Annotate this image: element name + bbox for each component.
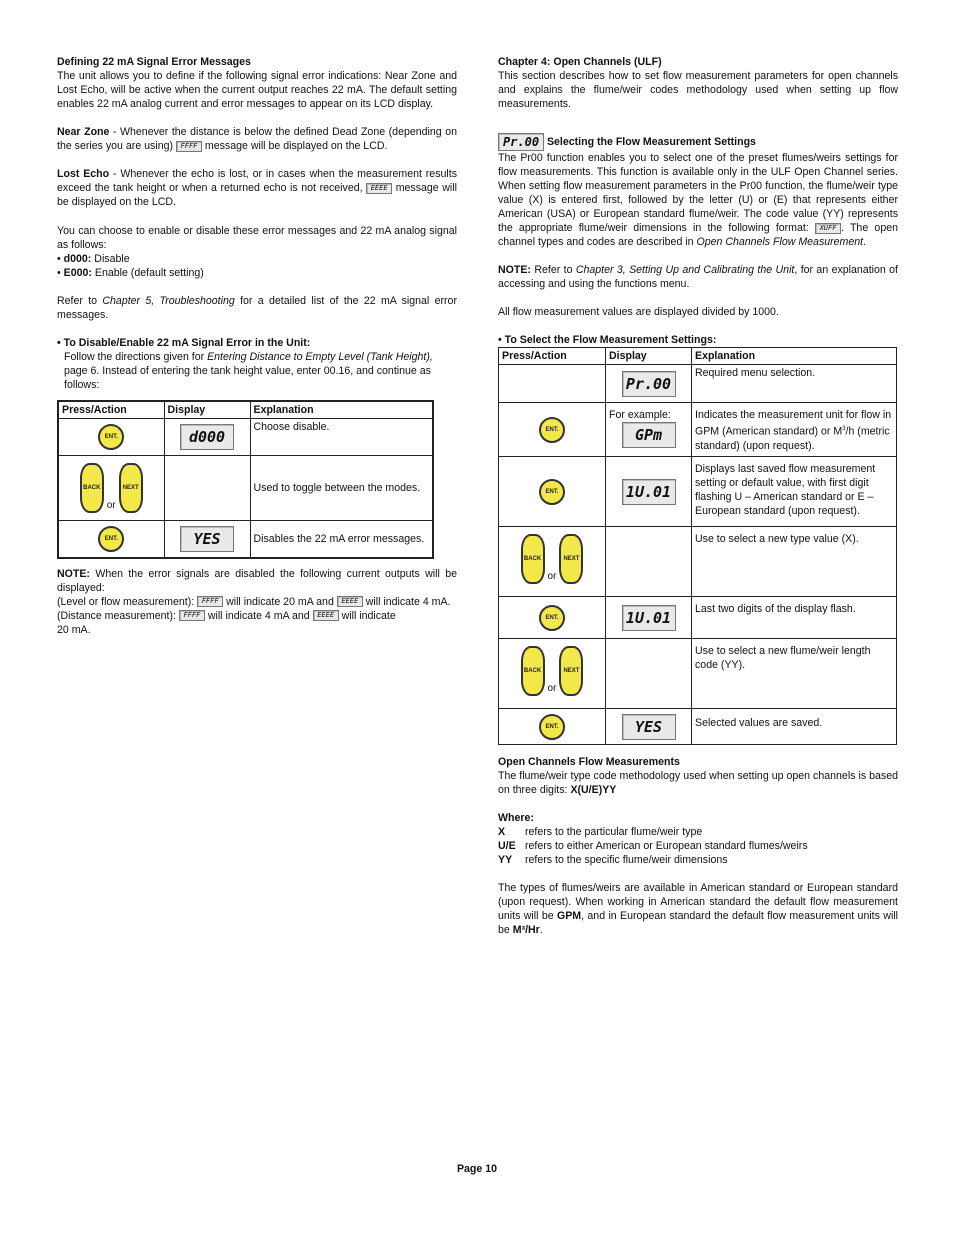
explanation-cell: Choose disable. — [250, 419, 433, 456]
next-button[interactable]: NEXT — [559, 534, 583, 584]
note-line-level: (Level or flow measurement): FFFF will indicate 20 mA and EEEE will indicate 4 mA. — [57, 595, 451, 608]
ocfm-body: The flume/weir type code methodology used when setting up open channels is based on three digits: X(U/E)YY — [498, 770, 898, 796]
option-disable: • d000: Disable — [57, 253, 130, 265]
lcd-display: GPm — [622, 422, 676, 448]
note-paragraph: NOTE: When the error signals are disabled the following current outputs will be displayed: — [57, 567, 457, 594]
lcd-display: 1U.01 — [622, 605, 676, 631]
col-header-display: Display — [164, 401, 250, 419]
explanation-cell: Indicates the measurement unit for flow in GPM (American standard) or $M^3/h$ (metric standard) (upon request). — [692, 403, 897, 457]
left-column — [57, 55, 457, 637]
lcd-lost-echo: EEEE — [366, 183, 392, 194]
for-example-label: For example: — [609, 409, 671, 421]
explanation-cell: Selected values are saved. — [692, 709, 897, 745]
ent-button[interactable]: ENT. — [98, 424, 124, 450]
or-label: or — [106, 500, 116, 511]
disable-table — [57, 400, 434, 559]
table-row — [499, 457, 897, 527]
lcd-display: 1U.01 — [622, 479, 676, 505]
table-row — [58, 419, 433, 456]
pr00-body: The Pr00 function enables you to select one of the preset flumes/weirs settings for flow measurements. This function is available only in the ULF Open Channel series. When setting flow measurement parameters in the Pr00 function, the flume/weir type value (X) is entered first, followed by the letter (U) or (E) that represents either American (USA) or European standard flume/weir. The code value (YY) represents the appropriate flume/weir dimensions in the following format: XUFF . The open channel types and codes are described in Open Channels Flow Measurement. — [498, 152, 898, 248]
definition-row: YY refers to the specific flume/weir dimensions — [498, 854, 728, 866]
explanation-cell: Last two digits of the display flash. — [692, 597, 897, 639]
note-line-distance: (Distance measurement): FFFF will indicate 4 mA and EEEE will indicate — [57, 609, 396, 622]
table-row — [499, 639, 897, 709]
option-enable: • E000: Enable (default setting) — [57, 267, 204, 279]
select-settings-title: • To Select the Flow Measurement Settings: — [498, 334, 717, 346]
col-header-display: Display — [606, 348, 692, 365]
page-number: Page 10 — [456, 1163, 498, 1175]
lcd-pr00: Pr.00 — [498, 133, 544, 151]
ent-button[interactable]: ENT. — [98, 526, 124, 552]
disable-enable-title: • To Disable/Enable 22 mA Signal Error in the Unit: — [57, 337, 311, 349]
lcd-format: XUFF — [815, 223, 841, 234]
lcd-inline: EEEE — [337, 596, 363, 607]
definition-row: U/E refers to either American or European standard flumes/weirs — [498, 840, 808, 852]
lcd-display: YES — [180, 526, 234, 552]
flow-settings-table — [498, 347, 897, 745]
col-header-press: Press/Action — [499, 348, 606, 365]
near-zone-paragraph: Near Zone - Whenever the distance is below the defined Dead Zone (depending on the series you are using) FFFF message will be displayed on the LCD. — [57, 126, 457, 152]
col-header-press: Press/Action — [58, 401, 164, 419]
ent-button[interactable]: ENT. — [539, 417, 565, 443]
ocfm-title: Open Channels Flow Measurements — [498, 756, 680, 768]
ent-button[interactable]: ENT. — [539, 605, 565, 631]
explanation-cell: Use to select a new flume/weir length code (YY). — [692, 639, 897, 709]
table-row — [499, 709, 897, 745]
lcd-inline: FFFF — [197, 596, 223, 607]
ent-button[interactable]: ENT. — [539, 479, 565, 505]
or-label: or — [547, 683, 557, 694]
refer-paragraph: Refer to Chapter 5, Troubleshooting for a detailed list of the 22 mA signal error messages. — [57, 295, 457, 321]
disable-enable-body: Follow the directions given for Entering Distance to Empty Level (Tank Height), page 6. Instead of entering the tank height value, enter 00.16, and continue as follows: — [64, 351, 433, 391]
note-line-end: 20 mA. — [57, 623, 91, 636]
chapter-title: Chapter 4: Open Channels (ULF) — [498, 56, 662, 68]
explanation-cell: Disables the 22 mA error messages. — [250, 521, 433, 558]
lcd-display: Pr.00 — [622, 371, 676, 397]
divided-note: All flow measurement values are displayed divided by 1000. — [498, 306, 779, 318]
col-header-explanation: Explanation — [250, 401, 433, 419]
back-button[interactable]: BACK — [521, 646, 545, 696]
next-button[interactable]: NEXT — [119, 463, 143, 513]
table-row — [58, 521, 433, 558]
types-paragraph: The types of flumes/weirs are available in American standard or European standard (upon request). When working in American standard the default flow measurement units will be GPM, and in European standard the default flow measurement units will be M³/Hr. — [498, 882, 899, 936]
explanation-cell: Use to select a new type value (X). — [692, 527, 897, 597]
pr00-heading: Pr.00 Selecting the Flow Measurement Settings — [498, 133, 898, 151]
signal-errors-body: The unit allows you to define if the following signal error indications: Near Zone and Lost Echo, will be active when the current output reaches 22 mA. The default setting enables 22 mA analog current and error messages to appear on its LCD display. — [57, 70, 457, 110]
definition-row: X refers to the particular flume/weir type — [498, 826, 703, 838]
explanation-cell: Used to toggle between the modes. — [250, 456, 433, 521]
lcd-display: d000 — [180, 424, 234, 450]
lcd-inline: FFFF — [179, 610, 205, 621]
explanation-cell: Displays last saved flow measurement setting or default value, with first digit flashing U – American standard or E – European standard (upon request). — [692, 457, 897, 527]
lcd-near-zone: FFFF — [176, 141, 202, 152]
lost-echo-paragraph: Lost Echo - Whenever the echo is lost, or in cases when the measurement results exceed the tank height or when a returned echo is not received, EEEE message will be displayed on the LCD. — [57, 168, 457, 208]
next-button[interactable]: NEXT — [559, 646, 583, 696]
table-row — [499, 403, 897, 457]
back-button[interactable]: BACK — [521, 534, 545, 584]
or-label: or — [547, 571, 557, 582]
choose-paragraph: You can choose to enable or disable these error messages and 22 mA analog signal as follows: — [57, 225, 457, 251]
where-label: Where: — [498, 812, 534, 824]
table-row — [499, 597, 897, 639]
right-column — [498, 55, 898, 937]
lcd-display: YES — [622, 714, 676, 740]
explanation-cell: Required menu selection. — [692, 365, 897, 403]
table-row — [499, 365, 897, 403]
back-button[interactable]: BACK — [80, 463, 104, 513]
section-title-signal-errors: Defining 22 mA Signal Error Messages — [57, 56, 251, 68]
col-header-explanation: Explanation — [692, 348, 897, 365]
ent-button[interactable]: ENT. — [539, 714, 565, 740]
table-row — [58, 456, 433, 521]
lcd-inline: EEEE — [313, 610, 339, 621]
note-paragraph-right: NOTE: Refer to Chapter 3, Setting Up and Calibrating the Unit, for an explanation of accessing and using the functions menu. — [498, 264, 898, 290]
chapter-intro: This section describes how to set flow measurement parameters for open channels and explains the flume/weir codes methodology used when setting up flow measurements. — [498, 70, 898, 110]
table-row — [499, 527, 897, 597]
